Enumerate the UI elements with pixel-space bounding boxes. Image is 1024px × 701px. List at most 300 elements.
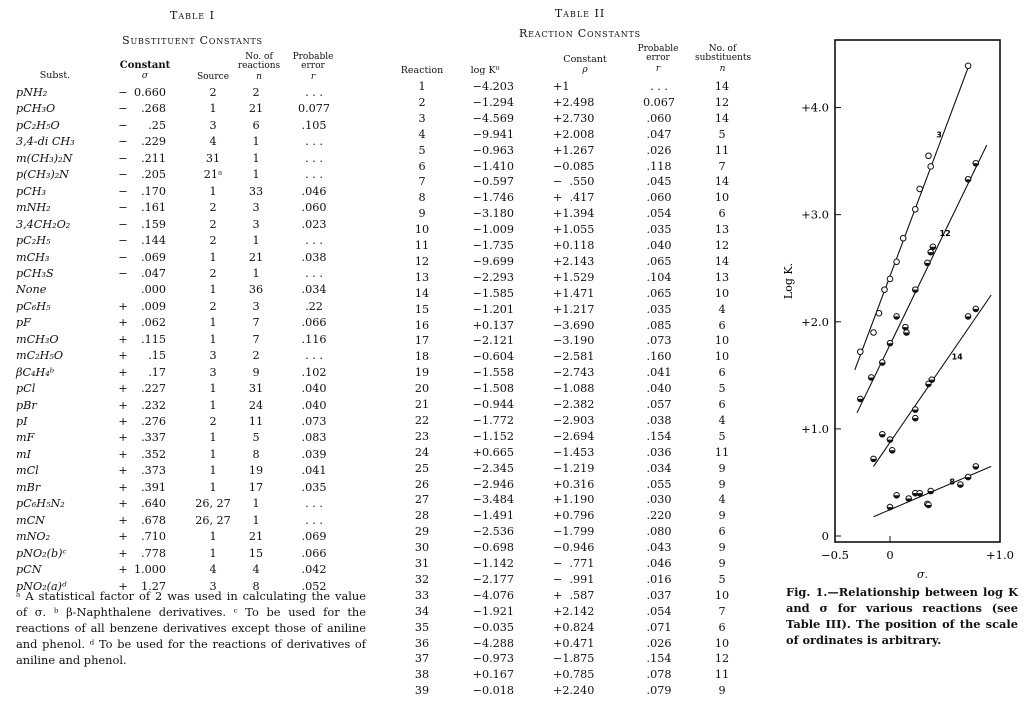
rho-cell: +0.796 <box>553 509 595 523</box>
col-header-rho-sym: ρ <box>582 65 588 75</box>
y-tick-label: +3.0 <box>801 207 829 222</box>
substituent-cell: pC₆H₅N₂ <box>16 497 65 511</box>
data-point <box>894 259 900 265</box>
substituent-cell: pF <box>16 316 31 330</box>
source-cell: 4 <box>209 135 217 149</box>
reactions-cell: 33 <box>248 184 264 198</box>
substituents-cell: 14 <box>714 175 730 189</box>
sigma-cell: 1.27 <box>141 579 166 593</box>
col-header-source: Source <box>196 72 230 82</box>
log-k-cell: −4.203 <box>472 80 514 93</box>
substituent-cell: mBr <box>16 480 41 494</box>
substituent-cell: pCH₃O <box>16 102 56 116</box>
figure-caption: Fig. 1.—Relationship between log K and σ for various reactions (see Table III). The position of the scale of ordinates is arbitrary. <box>786 585 1018 647</box>
reaction-cell: 4 <box>418 127 426 141</box>
x-tick-label: −0.5 <box>821 548 849 562</box>
error-cell: .085 <box>646 318 672 332</box>
data-point <box>871 330 877 336</box>
log-k-cell: −4.076 <box>472 588 514 602</box>
error-cell: .016 <box>646 572 672 586</box>
rho-cell: −1.875 <box>553 652 595 666</box>
reactions-cell: 3 <box>252 217 260 231</box>
error-cell: .065 <box>646 254 672 268</box>
error-cell: .083 <box>301 431 327 445</box>
reactions-cell: 1 <box>252 513 260 527</box>
substituents-cell: 6 <box>718 620 726 634</box>
substituent-cell: m(CH₃)₂N <box>16 151 73 165</box>
substituents-cell: 6 <box>718 398 726 411</box>
sigma-cell: .17 <box>148 365 166 379</box>
error-cell: .060 <box>646 111 672 125</box>
reaction-cell: 27 <box>414 493 430 507</box>
error-cell: .154 <box>646 652 672 666</box>
log-k-cell: −2.121 <box>472 334 514 348</box>
substituents-cell: 6 <box>718 207 726 221</box>
rho-cell: +1.529 <box>553 270 595 284</box>
substituent-cell: pBr <box>16 398 37 412</box>
source-cell: 1 <box>209 480 217 494</box>
source-cell: 2 <box>209 299 217 313</box>
log-k-cell: −0.698 <box>472 541 514 555</box>
table-2-row <box>0 509 780 525</box>
sigma-cell: .640 <box>141 497 166 511</box>
rho-cell: +2.008 <box>553 127 595 141</box>
rho-cell: +2.730 <box>553 111 595 125</box>
source-cell: 1 <box>209 382 217 396</box>
error-cell: .035 <box>646 223 672 237</box>
substituents-cell: 11 <box>714 668 730 682</box>
error-cell: .102 <box>301 365 327 379</box>
reaction-cell: 10 <box>414 223 430 237</box>
rho-cell: +2.143 <box>553 254 595 268</box>
substituent-cell: pNO₂(a)ᵈ <box>16 579 67 593</box>
sign-cell: + <box>118 546 128 560</box>
reaction-cell: 19 <box>414 366 430 380</box>
rho-cell: − .771 <box>553 557 595 570</box>
reaction-cell: 35 <box>414 620 430 634</box>
sigma-cell: .276 <box>141 415 166 428</box>
error-cell: .034 <box>301 283 327 297</box>
table-2-row <box>0 621 780 637</box>
log-k-cell: −1.009 <box>472 223 514 237</box>
rho-cell: −1.453 <box>553 445 595 459</box>
sign-cell: + <box>118 382 128 396</box>
table-2-row <box>0 414 780 430</box>
reactions-cell: 21 <box>248 530 264 544</box>
error-cell: .026 <box>646 143 672 157</box>
col-header-reactions: No. of reactions <box>237 52 281 71</box>
reactions-cell: 2 <box>252 349 260 363</box>
sign-cell: + <box>118 332 128 346</box>
substituent-cell: 3,4CH₂O₂ <box>16 217 71 231</box>
sign-cell: − <box>118 201 128 215</box>
log-k-cell: −0.597 <box>472 175 514 189</box>
error-cell: .154 <box>646 429 672 443</box>
fit-line-12 <box>857 145 987 413</box>
series-label: 3 <box>936 130 942 140</box>
rho-cell: −1.219 <box>553 461 595 475</box>
sign-cell: − <box>118 184 128 198</box>
log-k-cell: −3.484 <box>472 493 514 507</box>
rho-cell: −0.085 <box>553 159 595 173</box>
col-header-error-2: Probable error <box>637 44 679 63</box>
log-k-cell: −9.699 <box>472 254 514 268</box>
reactions-cell: 21 <box>248 102 264 116</box>
data-point <box>882 287 888 293</box>
reactions-cell: 15 <box>248 546 264 560</box>
log-k-vs-sigma-chart <box>770 30 1024 590</box>
log-k-cell: −1.410 <box>472 159 514 173</box>
table-2-row <box>0 175 780 191</box>
error-cell: .046 <box>301 184 327 198</box>
rho-cell: +2.498 <box>553 95 595 109</box>
substituent-cell: βC₄H₄ᵇ <box>16 365 55 379</box>
reaction-cell: 21 <box>414 398 430 411</box>
substituent-cell: pCl <box>16 382 36 396</box>
sign-cell: − <box>118 118 128 132</box>
reaction-cell: 6 <box>418 159 426 173</box>
sign-cell: + <box>118 415 128 428</box>
source-cell: 2 <box>209 201 217 215</box>
source-cell: 3 <box>209 579 217 593</box>
error-cell: .105 <box>301 118 327 132</box>
reaction-cell: 8 <box>418 191 426 205</box>
rho-cell: +1.394 <box>553 207 595 221</box>
table-2-row <box>0 334 780 350</box>
substituents-cell: 14 <box>714 111 730 125</box>
sigma-cell: .161 <box>141 201 166 215</box>
source-cell: 21ᵃ <box>203 168 223 182</box>
table-2-row <box>0 207 780 223</box>
substituents-cell: 9 <box>718 477 726 491</box>
error-cell: .066 <box>301 546 327 560</box>
source-cell: 1 <box>209 398 217 412</box>
reactions-cell: 3 <box>252 201 260 215</box>
reactions-cell: 2 <box>252 86 260 99</box>
substituents-cell: 10 <box>714 286 730 300</box>
sigma-cell: .047 <box>141 266 166 280</box>
error-cell: .118 <box>646 159 672 173</box>
error-cell: .035 <box>646 302 672 316</box>
reaction-cell: 37 <box>414 652 430 666</box>
rho-cell: +0.785 <box>553 668 595 682</box>
reaction-cell: 36 <box>414 636 430 650</box>
reaction-cell: 33 <box>414 588 430 602</box>
x-tick-label: 0 <box>886 548 894 562</box>
col-header-error-sym: r <box>310 72 316 82</box>
sign-cell: + <box>118 563 128 577</box>
error-cell: 0.067 <box>642 95 676 109</box>
series-label: 14 <box>951 352 963 362</box>
y-tick-label: +4.0 <box>801 100 829 115</box>
y-tick-label: 0 <box>821 529 829 543</box>
source-cell: 26, 27 <box>195 497 231 511</box>
substituent-cell: pC₂H₅ <box>16 234 51 248</box>
table-2-subtitle: Reaction Constants <box>519 27 641 40</box>
log-k-cell: −2.345 <box>472 461 514 475</box>
rho-cell: +0.118 <box>553 239 595 252</box>
error-cell: .054 <box>646 604 672 618</box>
reaction-cell: 32 <box>414 572 430 586</box>
error-cell: .038 <box>301 250 327 264</box>
reactions-cell: 5 <box>252 431 260 445</box>
table-1-footnote: ᵃ A statistical factor of 2 was used in calculating the value of σ. ᵇ β-Naphthalene derivatives. ᶜ To be used for the reactions of all benzene derivatives except those of aniline and phenol. ᵈ To be used for the reactions of derivatives of aniline and phenol. <box>16 589 366 667</box>
source-cell: 1 <box>209 431 217 445</box>
reactions-cell: 21 <box>248 250 264 264</box>
log-k-cell: −0.944 <box>472 398 514 411</box>
table-2-row <box>0 637 780 653</box>
reaction-cell: 18 <box>414 350 430 364</box>
error-cell: .060 <box>646 191 672 205</box>
source-cell: 2 <box>209 415 217 428</box>
rho-cell: − .991 <box>553 572 595 586</box>
reactions-cell: 7 <box>252 332 260 346</box>
sign-cell: − <box>118 86 128 99</box>
table-2-row <box>0 366 780 382</box>
data-point <box>876 310 882 316</box>
sigma-cell: .159 <box>141 217 166 231</box>
sign-cell: − <box>118 234 128 248</box>
rho-cell: +0.471 <box>553 636 595 650</box>
col-header-constant: Constant <box>119 60 171 71</box>
substituent-cell: mI <box>16 447 32 461</box>
rho-cell: +1.267 <box>553 143 595 157</box>
sign-cell: + <box>118 513 128 527</box>
col-header-error-2-sym: r <box>655 64 661 74</box>
error-cell: .034 <box>646 461 672 475</box>
error-cell: .042 <box>301 563 327 577</box>
substituent-cell: pNH₂ <box>16 86 48 99</box>
sigma-cell: .25 <box>148 118 166 132</box>
rho-cell: + .417 <box>553 191 595 205</box>
sigma-cell: .170 <box>141 184 166 198</box>
source-cell: 1 <box>209 283 217 297</box>
reactions-cell: 7 <box>252 316 260 330</box>
sign-cell: + <box>118 464 128 478</box>
sign-cell: − <box>118 168 128 182</box>
reaction-cell: 11 <box>414 239 430 252</box>
substituent-cell: pC₆H₅ <box>16 299 51 313</box>
sigma-cell: .15 <box>148 349 166 363</box>
sigma-cell: 1.000 <box>133 563 166 577</box>
table-2-row <box>0 446 780 462</box>
substituents-cell: 14 <box>714 254 730 268</box>
sign-cell: + <box>118 299 128 313</box>
error-cell: .080 <box>646 525 672 539</box>
reactions-cell: 19 <box>248 464 264 478</box>
data-point <box>900 235 906 241</box>
reaction-cell: 26 <box>414 477 430 491</box>
substituents-cell: 4 <box>718 413 726 427</box>
sigma-cell: .268 <box>141 102 166 116</box>
substituents-cell: 13 <box>714 223 730 237</box>
error-cell: . . . <box>305 349 323 363</box>
table-2-row <box>0 589 780 605</box>
sigma-cell: .352 <box>141 447 166 461</box>
reactions-cell: 8 <box>252 579 260 593</box>
log-k-cell: −2.536 <box>472 525 514 539</box>
rho-cell: +1.190 <box>553 493 595 507</box>
rho-cell: −2.903 <box>553 413 595 427</box>
table-2-row <box>0 668 780 684</box>
error-cell: .071 <box>646 620 672 634</box>
substituents-cell: 6 <box>718 366 726 380</box>
reaction-cell: 15 <box>414 302 430 316</box>
error-cell: .104 <box>646 270 672 284</box>
table-2-title: Table II <box>554 7 606 20</box>
table-1-subtitle: Substituent Constants <box>122 34 263 47</box>
rho-cell: −3.690 <box>553 318 595 332</box>
sigma-cell: .678 <box>141 513 166 527</box>
substituents-cell: 9 <box>718 557 726 570</box>
substituents-cell: 6 <box>718 318 726 332</box>
substituents-cell: 10 <box>714 588 730 602</box>
log-k-cell: −3.180 <box>472 207 514 221</box>
sign-cell: + <box>118 480 128 494</box>
log-k-cell: −1.585 <box>472 286 514 300</box>
reaction-cell: 30 <box>414 541 430 555</box>
col-header-reaction: Reaction <box>400 65 444 76</box>
substituent-cell: mNH₂ <box>16 201 51 215</box>
sigma-cell: .232 <box>141 398 166 412</box>
error-cell: .073 <box>301 415 327 428</box>
error-cell: . . . <box>305 151 323 165</box>
rho-cell: −1.088 <box>553 382 595 396</box>
log-k-cell: −1.558 <box>472 366 514 380</box>
reactions-cell: 11 <box>248 415 264 428</box>
error-cell: .052 <box>301 579 327 593</box>
error-cell: .026 <box>646 636 672 650</box>
substituents-cell: 12 <box>714 95 730 109</box>
source-cell: 3 <box>209 365 217 379</box>
log-k-cell: +0.137 <box>472 318 514 332</box>
sign-cell: + <box>118 447 128 461</box>
reaction-cell: 23 <box>414 429 430 443</box>
error-cell: .22 <box>305 299 323 313</box>
reaction-cell: 34 <box>414 604 430 618</box>
sigma-cell: .373 <box>141 464 166 478</box>
sigma-cell: .211 <box>141 151 166 165</box>
error-cell: .220 <box>646 509 672 523</box>
error-cell: . . . <box>305 234 323 248</box>
y-tick-label: +2.0 <box>801 314 829 329</box>
substituents-cell: 5 <box>718 429 726 443</box>
error-cell: . . . <box>305 135 323 149</box>
reaction-cell: 9 <box>418 207 426 221</box>
data-point <box>917 186 923 192</box>
sigma-cell: .069 <box>141 250 166 264</box>
reactions-cell: 1 <box>252 151 260 165</box>
table-2-row <box>0 541 780 557</box>
col-header-reactions-sym: n <box>256 72 262 82</box>
error-cell: .035 <box>301 480 327 494</box>
sigma-cell: .000 <box>141 283 166 297</box>
error-cell: . . . <box>305 168 323 182</box>
table-2-row <box>0 112 780 128</box>
reaction-cell: 2 <box>418 95 426 109</box>
substituents-cell: 11 <box>714 445 730 459</box>
rho-cell: +0.316 <box>553 477 595 491</box>
log-k-cell: −1.201 <box>472 302 514 316</box>
table-2-row <box>0 160 780 176</box>
series-label: 8 <box>949 477 955 487</box>
reactions-cell: 36 <box>248 283 264 297</box>
error-cell: .055 <box>646 477 672 491</box>
reaction-cell: 12 <box>414 254 430 268</box>
table-2-row <box>0 684 780 700</box>
rho-cell: + .587 <box>553 588 595 602</box>
substituents-cell: 5 <box>718 127 726 141</box>
col-header-substituents: No. of substituents <box>695 44 752 63</box>
reactions-cell: 17 <box>248 480 264 494</box>
col-header-subst: Subst. <box>39 70 71 81</box>
reactions-cell: 1 <box>252 135 260 149</box>
log-k-cell: −1.921 <box>472 604 514 618</box>
reactions-cell: 1 <box>252 266 260 280</box>
log-k-cell: −1.508 <box>472 382 514 396</box>
substituents-cell: 7 <box>718 159 726 173</box>
log-k-cell: −1.142 <box>472 557 514 570</box>
substituents-cell: 5 <box>718 572 726 586</box>
log-k-cell: −0.018 <box>472 684 514 698</box>
log-k-cell: +0.167 <box>472 668 514 682</box>
reaction-cell: 16 <box>414 318 430 332</box>
reaction-cell: 3 <box>418 111 426 125</box>
sign-cell: + <box>118 497 128 511</box>
source-cell: 1 <box>209 332 217 346</box>
data-point <box>913 207 919 213</box>
table-2-row <box>0 573 780 589</box>
sigma-cell: .710 <box>141 530 166 544</box>
error-cell: .079 <box>646 684 672 698</box>
substituents-cell: 9 <box>718 541 726 555</box>
reactions-cell: 9 <box>252 365 260 379</box>
col-header-substituents-sym: n <box>719 64 726 74</box>
reactions-cell: 24 <box>248 398 264 412</box>
rho-cell: +1.055 <box>553 223 595 237</box>
reaction-cell: 39 <box>414 684 430 698</box>
substituents-cell: 10 <box>714 350 730 364</box>
substituents-cell: 13 <box>714 270 730 284</box>
substituent-cell: mCN <box>16 513 45 527</box>
log-k-cell: −2.293 <box>472 270 514 284</box>
log-k-cell: −1.772 <box>472 413 514 427</box>
col-header-constant-sym: σ <box>141 71 149 81</box>
table-2-row <box>0 462 780 478</box>
sigma-cell: .062 <box>141 316 166 330</box>
error-cell: . . . <box>305 497 323 511</box>
error-cell: .040 <box>301 398 327 412</box>
reactions-cell: 3 <box>252 299 260 313</box>
table-2-row <box>0 128 780 144</box>
sigma-cell: .009 <box>141 299 166 313</box>
rho-cell: −0.946 <box>553 541 595 555</box>
table-2-row <box>0 430 780 446</box>
table-2-row <box>0 80 780 96</box>
log-k-cell: −4.569 <box>472 111 514 125</box>
table-2-row <box>0 605 780 621</box>
table-2-row <box>0 223 780 239</box>
source-cell: 1 <box>209 546 217 560</box>
data-point <box>928 164 934 170</box>
substituents-cell: 4 <box>718 302 726 316</box>
error-cell: .069 <box>301 530 327 544</box>
data-point <box>887 276 893 282</box>
rho-cell: +2.142 <box>553 604 595 618</box>
series-label: 12 <box>939 229 951 239</box>
table-2-row <box>0 96 780 112</box>
error-cell: .043 <box>646 541 672 555</box>
